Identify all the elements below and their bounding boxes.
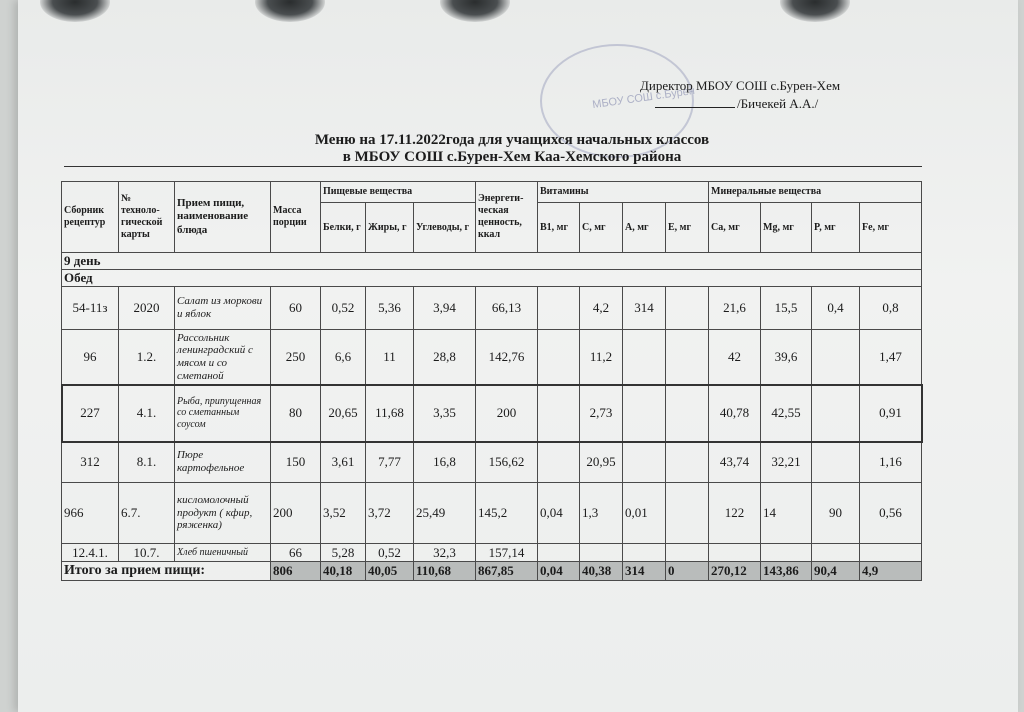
cell-energy: 145,2	[476, 483, 538, 544]
cell-ca	[709, 544, 761, 562]
cell-fats: 0,52	[366, 544, 414, 562]
cell-a	[623, 442, 666, 483]
cell-mass: 66	[271, 544, 321, 562]
cell-collection: 12.4.1.	[62, 544, 119, 562]
col-a: A, мг	[623, 203, 666, 253]
cell-p: 90	[812, 483, 860, 544]
cell-fats: 5,36	[366, 287, 414, 330]
cell-mass: 80	[271, 385, 321, 442]
table-row	[62, 385, 922, 442]
cell-c: 20,95	[580, 442, 623, 483]
cell-proteins: 3,61	[321, 442, 366, 483]
cell-a: 314	[623, 287, 666, 330]
signature-name: /Бичекей А.А./	[737, 96, 819, 111]
cell-proteins: 3,52	[321, 483, 366, 544]
cell-dish: Пюре картофельное	[175, 442, 271, 483]
cell-ca: 42	[709, 330, 761, 385]
cell-b1	[538, 544, 580, 562]
cell-card: 4.1.	[119, 385, 175, 442]
col-meal: Прием пищи, наименование блюда	[175, 182, 271, 253]
cell-carbs: 16,8	[414, 442, 476, 483]
day-label: 9 день	[62, 253, 922, 270]
col-mg: Mg, мг	[761, 203, 812, 253]
col-card: № техноло-гической карты	[119, 182, 175, 253]
cell-fe	[860, 544, 922, 562]
header-row-1	[62, 182, 922, 203]
cell-p	[812, 330, 860, 385]
cell-energy: 200	[476, 385, 538, 442]
total-c: 40,38	[580, 562, 623, 581]
cell-a	[623, 544, 666, 562]
cell-energy: 142,76	[476, 330, 538, 385]
cell-card: 8.1.	[119, 442, 175, 483]
col-vitamins: Витамины	[538, 182, 709, 203]
table-row	[62, 287, 922, 330]
title-underline	[64, 166, 922, 167]
cell-carbs: 25,49	[414, 483, 476, 544]
cell-collection: 966	[62, 483, 119, 544]
cell-ca: 40,78	[709, 385, 761, 442]
cell-card: 1.2.	[119, 330, 175, 385]
cell-fe: 1,16	[860, 442, 922, 483]
cell-proteins: 5,28	[321, 544, 366, 562]
cell-fats: 11	[366, 330, 414, 385]
cell-e	[666, 544, 709, 562]
cell-dish: Хлеб пшеничный	[175, 544, 271, 562]
cell-p	[812, 442, 860, 483]
cell-c: 1,3	[580, 483, 623, 544]
total-proteins: 40,18	[321, 562, 366, 581]
signature-line	[655, 96, 818, 112]
cell-e	[666, 287, 709, 330]
col-mass: Масса порции	[271, 182, 321, 253]
cell-b1: 0,04	[538, 483, 580, 544]
cell-dish: Рыба, припущенная со сметанным соусом	[175, 385, 271, 442]
col-p: P, мг	[812, 203, 860, 253]
cell-mass: 150	[271, 442, 321, 483]
binder-holes	[0, 0, 1024, 30]
total-mass: 806	[271, 562, 321, 581]
cell-collection: 96	[62, 330, 119, 385]
table-row	[62, 330, 922, 385]
cell-fats: 3,72	[366, 483, 414, 544]
cell-mg: 15,5	[761, 287, 812, 330]
table-row	[62, 442, 922, 483]
cell-b1	[538, 442, 580, 483]
cell-collection: 54-11з	[62, 287, 119, 330]
cell-c: 11,2	[580, 330, 623, 385]
table-row	[62, 483, 922, 544]
total-fe: 4,9	[860, 562, 922, 581]
total-row	[62, 562, 922, 581]
cell-proteins: 20,65	[321, 385, 366, 442]
cell-mg: 42,55	[761, 385, 812, 442]
cell-a	[623, 330, 666, 385]
cell-e	[666, 483, 709, 544]
total-e: 0	[666, 562, 709, 581]
cell-ca: 122	[709, 483, 761, 544]
col-c: C, мг	[580, 203, 623, 253]
cell-mg: 39,6	[761, 330, 812, 385]
cell-c	[580, 544, 623, 562]
total-mg: 143,86	[761, 562, 812, 581]
cell-c: 2,73	[580, 385, 623, 442]
total-ca: 270,12	[709, 562, 761, 581]
col-proteins: Белки, г	[321, 203, 366, 253]
signature-blank	[655, 107, 735, 108]
total-b1: 0,04	[538, 562, 580, 581]
cell-mg: 32,21	[761, 442, 812, 483]
cell-fe: 0,8	[860, 287, 922, 330]
total-fats: 40,05	[366, 562, 414, 581]
cell-fats: 7,77	[366, 442, 414, 483]
cell-dish: Рассольник ленинградский с мясом и со сметаной	[175, 330, 271, 385]
cell-a: 0,01	[623, 483, 666, 544]
cell-carbs: 28,8	[414, 330, 476, 385]
total-p: 90,4	[812, 562, 860, 581]
menu-table	[61, 181, 922, 581]
cell-proteins: 6,6	[321, 330, 366, 385]
cell-fe: 0,91	[860, 385, 922, 442]
cell-dish: кисломолочный продукт ( кфир, ряженка)	[175, 483, 271, 544]
menu-title: Меню на 17.11.2022года для учащихся начальных классов	[314, 132, 710, 148]
total-label: Итого за прием пищи:	[62, 562, 271, 581]
stamp-text: МБОУ СОШ с.Бурен	[591, 84, 696, 112]
cell-ca: 21,6	[709, 287, 761, 330]
cell-ca: 43,74	[709, 442, 761, 483]
cell-c: 4,2	[580, 287, 623, 330]
cell-mg: 14	[761, 483, 812, 544]
cell-card: 6.7.	[119, 483, 175, 544]
col-fe: Fe, мг	[860, 203, 922, 253]
cell-b1	[538, 385, 580, 442]
cell-e	[666, 385, 709, 442]
cell-p: 0,4	[812, 287, 860, 330]
cell-carbs: 3,94	[414, 287, 476, 330]
cell-b1	[538, 330, 580, 385]
cell-e	[666, 442, 709, 483]
cell-collection: 312	[62, 442, 119, 483]
cell-fe: 0,56	[860, 483, 922, 544]
cell-carbs: 32,3	[414, 544, 476, 562]
total-energy: 867,85	[476, 562, 538, 581]
cell-card: 10.7.	[119, 544, 175, 562]
table-row	[62, 544, 922, 562]
cell-a	[623, 385, 666, 442]
col-collection: Сборник рецептур	[62, 182, 119, 253]
col-energy: Энергети-ческая ценность, ккал	[476, 182, 538, 253]
menu-subtitle: в МБОУ СОШ с.Бурен-Хем Каа-Хемского района	[342, 149, 682, 165]
col-minerals: Минеральные вещества	[709, 182, 922, 203]
cell-mass: 250	[271, 330, 321, 385]
cell-p	[812, 544, 860, 562]
cell-proteins: 0,52	[321, 287, 366, 330]
cell-mass: 200	[271, 483, 321, 544]
cell-energy: 66,13	[476, 287, 538, 330]
cell-p	[812, 385, 860, 442]
col-e: E, мг	[666, 203, 709, 253]
cell-card: 2020	[119, 287, 175, 330]
meal-label: Обед	[62, 270, 922, 287]
cell-energy: 156,62	[476, 442, 538, 483]
col-carbs: Углеводы, г	[414, 203, 476, 253]
cell-fats: 11,68	[366, 385, 414, 442]
col-fats: Жиры, г	[366, 203, 414, 253]
meal-row	[62, 270, 922, 287]
total-carbs: 110,68	[414, 562, 476, 581]
cell-fe: 1,47	[860, 330, 922, 385]
total-a: 314	[623, 562, 666, 581]
col-b1: B1, мг	[538, 203, 580, 253]
director-line: Директор МБОУ СОШ с.Бурен-Хем	[640, 78, 841, 93]
cell-e	[666, 330, 709, 385]
col-nutrients: Пищевые вещества	[321, 182, 476, 203]
cell-energy: 157,14	[476, 544, 538, 562]
cell-collection: 227	[62, 385, 119, 442]
col-ca: Ca, мг	[709, 203, 761, 253]
cell-mass: 60	[271, 287, 321, 330]
cell-mg	[761, 544, 812, 562]
cell-b1	[538, 287, 580, 330]
day-row	[62, 253, 922, 270]
cell-dish: Салат из моркови и яблок	[175, 287, 271, 330]
cell-carbs: 3,35	[414, 385, 476, 442]
